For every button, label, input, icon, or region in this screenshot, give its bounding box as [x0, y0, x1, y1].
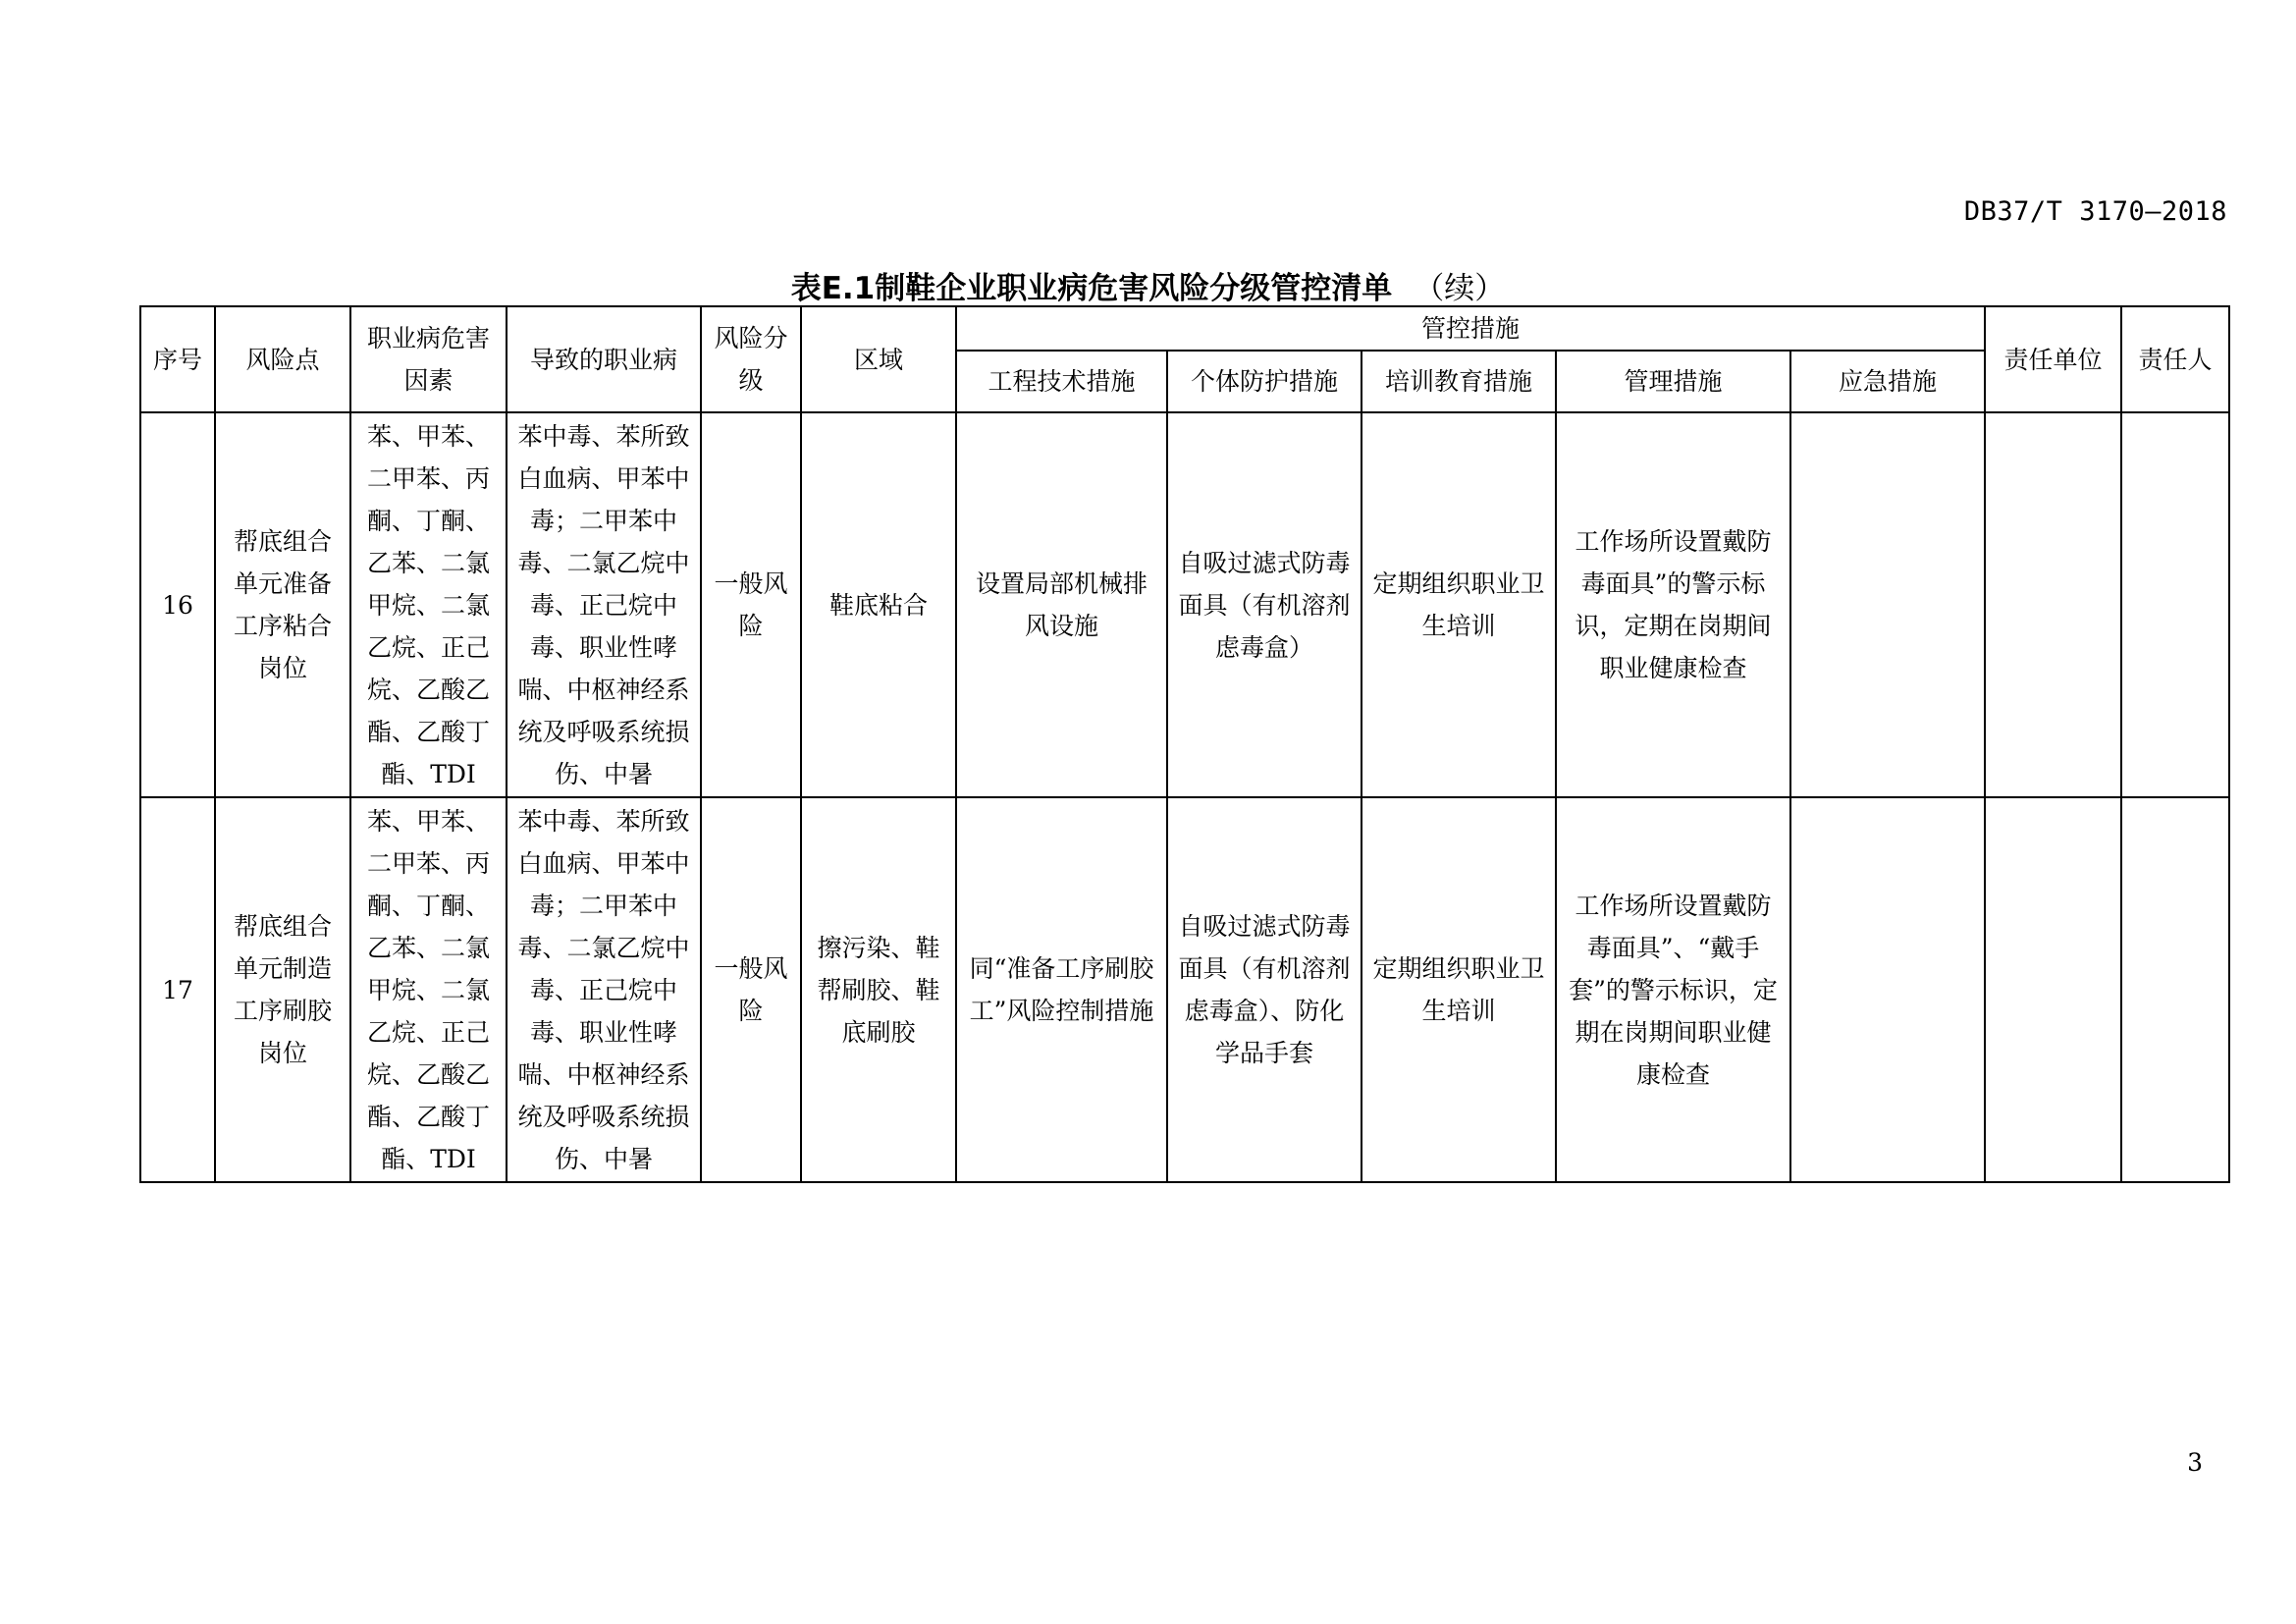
header-ppe: 个体防护措施	[1167, 351, 1362, 412]
cell-responsible-person	[2121, 412, 2229, 797]
cell-hazard-factors: 苯、甲苯、二甲苯、丙酮、丁酮、乙苯、二氯甲烷、二氯乙烷、正己烷、乙酸乙酯、乙酸丁酯、TDI	[350, 797, 507, 1182]
cell-management: 工作场所设置戴防毒面具”、“戴手套”的警示标识，定期在岗期间职业健康检查	[1556, 797, 1790, 1182]
cell-ppe: 自吸过滤式防毒面具（有机溶剂虑毒盒）、防化学品手套	[1167, 797, 1362, 1182]
cell-hazard-factors: 苯、甲苯、二甲苯、丙酮、丁酮、乙苯、二氯甲烷、二氯乙烷、正己烷、乙酸乙酯、乙酸丁酯、TDI	[350, 412, 507, 797]
header-seq: 序号	[140, 306, 215, 412]
cell-management: 工作场所设置戴防毒面具”的警示标识，定期在岗期间职业健康检查	[1556, 412, 1790, 797]
cell-risk-point: 帮底组合单元制造工序刷胶岗位	[215, 797, 350, 1182]
header-risk-level: 风险分级	[701, 306, 801, 412]
header-area: 区域	[801, 306, 956, 412]
cell-training: 定期组织职业卫生培训	[1362, 797, 1556, 1182]
risk-control-table	[139, 305, 2230, 1183]
cell-seq: 17	[140, 797, 215, 1182]
cell-ppe: 自吸过滤式防毒面具（有机溶剂虑毒盒）	[1167, 412, 1362, 797]
cell-responsible-unit	[1985, 412, 2121, 797]
cell-disease: 苯中毒、苯所致白血病、甲苯中毒；二甲苯中毒、二氯乙烷中毒、正己烷中毒、职业性哮喘、中枢神经系统及呼吸系统损伤、中暑	[507, 797, 701, 1182]
cell-disease: 苯中毒、苯所致白血病、甲苯中毒；二甲苯中毒、二氯乙烷中毒、正己烷中毒、职业性哮喘、中枢神经系统及呼吸系统损伤、中暑	[507, 412, 701, 797]
cell-responsible-person	[2121, 797, 2229, 1182]
header-hazard-factors: 职业病危害因素	[350, 306, 507, 412]
cell-emergency	[1790, 412, 1985, 797]
header-control-measures: 管控措施	[956, 306, 1985, 351]
table-title	[0, 263, 2296, 307]
header-responsible-person: 责任人	[2121, 306, 2229, 412]
cell-engineering: 设置局部机械排风设施	[956, 412, 1167, 797]
table-title-text: 表E.1制鞋企业职业病危害风险分级管控清单	[790, 271, 1393, 306]
cell-risk-level: 一般风险	[701, 797, 801, 1182]
header-engineering: 工程技术措施	[956, 351, 1167, 412]
header-training: 培训教育措施	[1362, 351, 1556, 412]
cell-risk-point: 帮底组合单元准备工序粘合岗位	[215, 412, 350, 797]
cell-area: 擦污染、鞋帮刷胶、鞋底刷胶	[801, 797, 956, 1182]
header-management: 管理措施	[1556, 351, 1790, 412]
header-row-1	[140, 306, 2229, 351]
header-disease: 导致的职业病	[507, 306, 701, 412]
cell-training: 定期组织职业卫生培训	[1362, 412, 1556, 797]
header-responsible-unit: 责任单位	[1985, 306, 2121, 412]
table-row	[140, 412, 2229, 797]
header-emergency: 应急措施	[1790, 351, 1985, 412]
cell-emergency	[1790, 797, 1985, 1182]
standard-code: DB37/T 3170—2018	[1963, 196, 2227, 227]
cell-risk-level: 一般风险	[701, 412, 801, 797]
table-title-continued: （续）	[1414, 271, 1506, 306]
cell-seq: 16	[140, 412, 215, 797]
cell-area: 鞋底粘合	[801, 412, 956, 797]
header-risk-point: 风险点	[215, 306, 350, 412]
cell-engineering: 同“准备工序刷胶工”风险控制措施	[956, 797, 1167, 1182]
page-number: 3	[2187, 1448, 2203, 1477]
table-row	[140, 797, 2229, 1182]
cell-responsible-unit	[1985, 797, 2121, 1182]
